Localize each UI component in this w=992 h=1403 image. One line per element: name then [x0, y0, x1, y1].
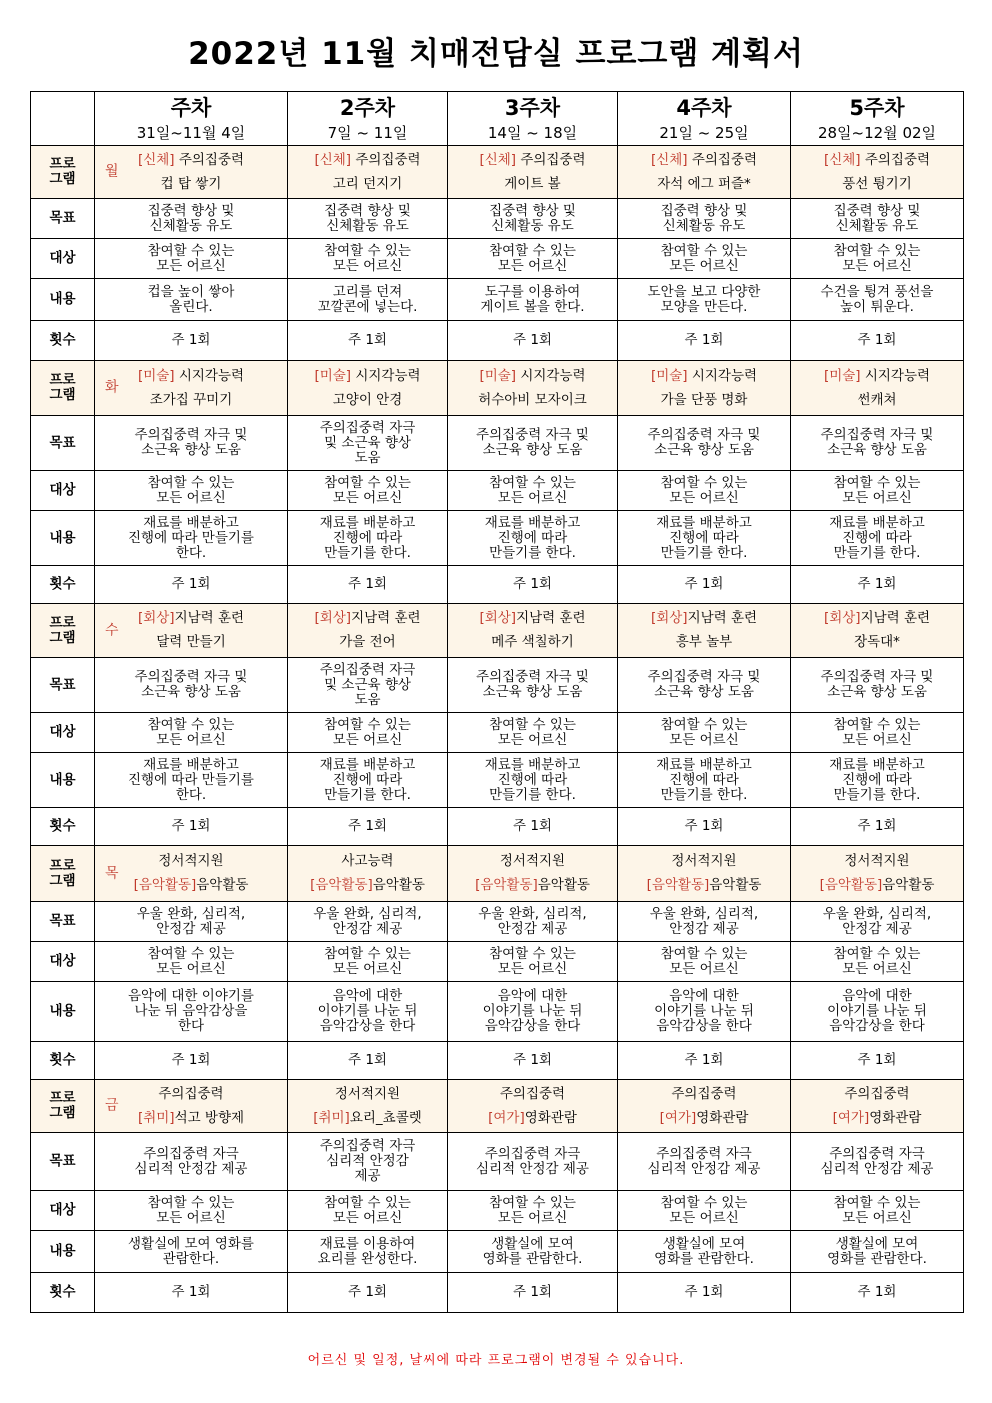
target-cell: 참여할 수 있는 모든 어르신 [288, 471, 448, 511]
week-label: 4주차 [676, 95, 732, 120]
program-cell [791, 1080, 964, 1133]
program-category: [음악활동] [475, 877, 538, 893]
program-cell [448, 361, 618, 416]
content-cell: 생활실에 모여 영화를 관람한다. [618, 1231, 791, 1273]
program-category: [회상] [137, 610, 175, 626]
goal-cell: 주의집중력 자극 심리적 안정감 제공 [448, 1133, 618, 1191]
row-label-content: 내용 [31, 511, 95, 566]
program-cell [288, 604, 448, 658]
program-cell [791, 846, 964, 902]
program-line1: 주의집중력 [351, 151, 421, 168]
program-cell [95, 361, 288, 416]
target-cell: 참여할 수 있는 모든 어르신 [448, 239, 618, 279]
program-category: [취미] [137, 1109, 175, 1126]
row-label-program: 프로 그램 [31, 846, 95, 902]
goal-cell: 주의집중력 자극 및 소근육 향상 도움 [618, 416, 791, 471]
target-cell: 참여할 수 있는 모든 어르신 [288, 942, 448, 982]
content-row [31, 511, 964, 566]
program-plan-table [30, 91, 964, 1313]
content-cell: 음악에 대한 이야기를 나눈 뒤 음악감상을 한다 [791, 982, 964, 1042]
program-line1: 정서적지원 [671, 853, 737, 869]
count-cell: 주 1회 [95, 1042, 288, 1080]
program-line2: 썬캐쳐 [857, 391, 897, 408]
goal-cell: 우울 완화, 심리적, 안정감 제공 [618, 902, 791, 942]
program-line1: 지남력 훈련 [174, 610, 245, 626]
target-row [31, 471, 964, 511]
content-cell: 재료를 배분하고 진행에 따라 만들기를 한다. [618, 753, 791, 808]
target-cell: 참여할 수 있는 모든 어르신 [791, 713, 964, 753]
row-label-target: 대상 [31, 1191, 95, 1231]
program-line1: 정서적지원 [158, 853, 224, 869]
count-cell: 주 1회 [618, 1042, 791, 1080]
week-header-4 [618, 92, 791, 146]
week-label: 주차 [170, 95, 212, 120]
goal-cell: 주의집중력 자극 및 소근육 향상 도움 [95, 658, 288, 713]
goal-row [31, 902, 964, 942]
goal-cell: 우울 완화, 심리적, 안정감 제공 [448, 902, 618, 942]
program-cell [448, 1080, 618, 1133]
content-cell: 재료를 배분하고 진행에 따라 만들기를 한다. [791, 753, 964, 808]
week-header-3 [448, 92, 618, 146]
target-row [31, 239, 964, 279]
row-label-program: 프로 그램 [31, 604, 95, 658]
count-cell: 주 1회 [95, 808, 288, 846]
goal-cell: 집중력 향상 및 신체활동 유도 [448, 199, 618, 239]
program-line2: 영화관람 [524, 1109, 577, 1126]
program-line2: 영화관람 [696, 1109, 749, 1126]
program-line2: 메주 색칠하기 [491, 634, 574, 650]
goal-cell: 우울 완화, 심리적, 안정감 제공 [288, 902, 448, 942]
content-row [31, 279, 964, 321]
program-category: [음악활동] [819, 877, 883, 893]
program-line1: 지남력 훈련 [351, 610, 421, 626]
target-cell: 참여할 수 있는 모든 어르신 [618, 713, 791, 753]
target-cell: 참여할 수 있는 모든 어르신 [95, 239, 288, 279]
count-cell: 주 1회 [288, 808, 448, 846]
program-category: [신체] [479, 151, 517, 168]
goal-cell: 우울 완화, 심리적, 안정감 제공 [791, 902, 964, 942]
goal-cell: 우울 완화, 심리적, 안정감 제공 [95, 902, 288, 942]
program-line1: 주의집중력 [860, 151, 931, 168]
count-cell: 주 1회 [618, 808, 791, 846]
program-category: [회상] [314, 610, 352, 626]
row-label-program: 프로 그램 [31, 361, 95, 416]
program-line1: 시지각능력 [860, 367, 931, 384]
program-line2: 음악활동 [372, 877, 425, 893]
weekday-label: 수 [105, 622, 119, 638]
content-cell: 재료를 배분하고 진행에 따라 만들기를 한다. [448, 753, 618, 808]
program-category: [신체] [650, 151, 688, 168]
program-line1: 시지각능력 [516, 367, 586, 384]
content-cell: 컵을 높이 쌓아 올린다. [95, 279, 288, 321]
content-cell: 재료를 배분하고 진행에 따라 만들기를 한다. [288, 511, 448, 566]
row-label-target: 대상 [31, 942, 95, 982]
program-line1: 주의집중력 [671, 1085, 737, 1102]
program-category: [미술] [479, 367, 517, 384]
target-cell: 참여할 수 있는 모든 어르신 [288, 713, 448, 753]
program-line2: 게이트 볼 [504, 175, 561, 192]
goal-cell: 주의집중력 자극 및 소근육 향상 도움 [95, 416, 288, 471]
count-cell: 주 1회 [95, 321, 288, 361]
target-cell: 참여할 수 있는 모든 어르신 [448, 713, 618, 753]
goal-cell: 주의집중력 자극 및 소근육 향상 도움 [288, 658, 448, 713]
goal-row [31, 199, 964, 239]
program-cell [95, 1080, 288, 1133]
row-label-count: 횟수 [31, 321, 95, 361]
program-cell [288, 146, 448, 199]
goal-row [31, 658, 964, 713]
target-cell: 참여할 수 있는 모든 어르신 [791, 471, 964, 511]
target-row [31, 942, 964, 982]
count-cell: 주 1회 [448, 566, 618, 604]
program-category: [음악활동] [133, 877, 197, 893]
target-cell: 참여할 수 있는 모든 어르신 [791, 239, 964, 279]
program-category: [회상] [823, 610, 861, 626]
program-category: [신체] [137, 151, 175, 168]
target-cell: 참여할 수 있는 모든 어르신 [618, 239, 791, 279]
program-row [31, 361, 964, 416]
goal-cell: 주의집중력 자극 및 소근육 향상 도움 [448, 416, 618, 471]
count-cell: 주 1회 [791, 1273, 964, 1313]
program-category: [음악활동] [646, 877, 710, 893]
content-row [31, 753, 964, 808]
program-line1: 시지각능력 [351, 367, 421, 384]
program-category: [여가] [659, 1109, 697, 1126]
target-cell: 참여할 수 있는 모든 어르신 [95, 471, 288, 511]
program-row [31, 1080, 964, 1133]
count-cell: 주 1회 [791, 566, 964, 604]
count-cell: 주 1회 [791, 808, 964, 846]
program-cell [618, 846, 791, 902]
count-cell: 주 1회 [95, 1273, 288, 1313]
program-line1: 정서적지원 [499, 853, 566, 869]
program-cell [288, 846, 448, 902]
row-label-target: 대상 [31, 471, 95, 511]
program-cell [288, 361, 448, 416]
program-line2: 장독대* [854, 634, 900, 650]
goal-row [31, 416, 964, 471]
program-line2: 풍선 튕기기 [842, 175, 912, 192]
content-cell: 재료를 배분하고 진행에 따라 만들기를 한다. [95, 511, 288, 566]
program-line2: 고리 던지기 [332, 175, 403, 192]
count-cell: 주 1회 [448, 321, 618, 361]
week-label: 3주차 [504, 95, 561, 120]
count-cell: 주 1회 [448, 1042, 618, 1080]
program-cell [95, 146, 288, 199]
program-row [31, 146, 964, 199]
target-cell: 참여할 수 있는 모든 어르신 [448, 1191, 618, 1231]
row-label-goal: 목표 [31, 658, 95, 713]
content-cell: 재료를 배분하고 진행에 따라 만들기를 한다. [618, 511, 791, 566]
target-cell: 참여할 수 있는 모든 어르신 [288, 1191, 448, 1231]
content-cell: 생활실에 모여 영화를 관람한다. [95, 1231, 288, 1273]
program-line2: 자석 에그 퍼즐* [657, 175, 751, 192]
program-line1: 주의집중력 [174, 151, 245, 168]
row-label-goal: 목표 [31, 416, 95, 471]
program-cell [618, 604, 791, 658]
weekday-label: 월 [105, 163, 119, 180]
target-cell: 참여할 수 있는 모든 어르신 [95, 1191, 288, 1231]
program-row [31, 604, 964, 658]
week-label: 5주차 [849, 95, 905, 120]
target-cell: 참여할 수 있는 모든 어르신 [95, 713, 288, 753]
count-cell: 주 1회 [95, 566, 288, 604]
count-cell: 주 1회 [288, 321, 448, 361]
target-row [31, 713, 964, 753]
weekday-label: 금 [105, 1097, 119, 1114]
week-dates: 28일~12월 02일 [817, 123, 937, 142]
program-cell [791, 604, 964, 658]
content-cell: 도구를 이용하여 게이트 볼을 한다. [448, 279, 618, 321]
target-cell: 참여할 수 있는 모든 어르신 [618, 471, 791, 511]
target-row [31, 1191, 964, 1231]
content-cell: 음악에 대한 이야기를 나눈 뒤 음악감상을 한다 [618, 982, 791, 1042]
goal-cell: 주의집중력 자극 및 소근육 향상 도움 [288, 416, 448, 471]
week-label: 2주차 [339, 95, 396, 120]
program-line1: 지남력 훈련 [687, 610, 758, 626]
program-category: [미술] [823, 367, 861, 384]
program-line2: 조가집 꾸미기 [149, 391, 233, 408]
program-cell [95, 846, 288, 902]
target-cell: 참여할 수 있는 모든 어르신 [618, 1191, 791, 1231]
program-line2: 음악활동 [709, 877, 762, 893]
program-cell [448, 846, 618, 902]
content-cell: 음악에 대한 이야기를 나눈 뒤 음악감상을 한다 [288, 982, 448, 1042]
content-cell: 재료를 이용하여 요리를 완성한다. [288, 1231, 448, 1273]
program-line2: 흥부 놀부 [675, 634, 733, 650]
program-line1: 정서적지원 [844, 853, 910, 869]
count-row [31, 321, 964, 361]
row-label-goal: 목표 [31, 199, 95, 239]
row-label-program: 프로 그램 [31, 1080, 95, 1133]
content-cell: 고리를 던져 꼬깔콘에 넣는다. [288, 279, 448, 321]
row-label-program: 프로 그램 [31, 146, 95, 199]
program-row [31, 846, 964, 902]
row-label-goal: 목표 [31, 1133, 95, 1191]
target-cell: 참여할 수 있는 모든 어르신 [95, 942, 288, 982]
target-cell: 참여할 수 있는 모든 어르신 [791, 1191, 964, 1231]
goal-cell: 주의집중력 자극 및 소근육 향상 도움 [448, 658, 618, 713]
program-cell [448, 604, 618, 658]
goal-cell: 주의집중력 자극 심리적 안정감 제공 [791, 1133, 964, 1191]
program-line1: 시지각능력 [174, 367, 245, 384]
week-dates: 14일 ~ 18일 [487, 123, 578, 142]
content-cell: 재료를 배분하고 진행에 따라 만들기를 한다. [791, 511, 964, 566]
week-dates: 21일 ~ 25일 [659, 123, 749, 142]
program-line1: 주의집중력 [687, 151, 758, 168]
program-category: [회상] [479, 610, 517, 626]
row-label-count: 횟수 [31, 1042, 95, 1080]
program-line1: 사고능력 [341, 853, 394, 869]
program-line1: 지남력 훈련 [860, 610, 931, 626]
content-cell: 도안을 보고 다양한 모양을 만든다. [618, 279, 791, 321]
row-label-target: 대상 [31, 239, 95, 279]
row-label-count: 횟수 [31, 1273, 95, 1313]
target-cell: 참여할 수 있는 모든 어르신 [791, 942, 964, 982]
row-label-content: 내용 [31, 982, 95, 1042]
count-row [31, 1273, 964, 1313]
program-category: [미술] [650, 367, 688, 384]
program-line2: 석고 방향제 [174, 1109, 245, 1126]
content-cell: 생활실에 모여 영화를 관람한다. [448, 1231, 618, 1273]
program-line2: 컵 탑 쌓기 [160, 175, 222, 192]
program-line1: 주의집중력 [516, 151, 586, 168]
count-cell: 주 1회 [618, 1273, 791, 1313]
count-row [31, 566, 964, 604]
content-cell: 수건을 튕겨 풍선을 높이 튀운다. [791, 279, 964, 321]
change-notice: 어르신 및 일정, 날씨에 따라 프로그램이 변경될 수 있습니다. [307, 1353, 685, 1368]
program-line1: 시지각능력 [687, 367, 758, 384]
program-line1: 주의집중력 [499, 1085, 566, 1102]
program-line2: 가을 단풍 명화 [660, 391, 748, 408]
program-category: [신체] [314, 151, 352, 168]
target-cell: 참여할 수 있는 모든 어르신 [448, 942, 618, 982]
week-header-2 [288, 92, 448, 146]
week-header-5 [791, 92, 964, 146]
program-category: [음악활동] [310, 877, 373, 893]
program-line2: 달력 만들기 [156, 634, 226, 650]
count-cell: 주 1회 [448, 808, 618, 846]
program-category: [회상] [650, 610, 688, 626]
program-category: [신체] [823, 151, 861, 168]
goal-cell: 주의집중력 자극 및 소근육 향상 도움 [618, 658, 791, 713]
content-cell: 재료를 배분하고 진행에 따라 만들기를 한다. [448, 511, 618, 566]
week-dates: 7일 ~ 11일 [327, 123, 408, 142]
goal-cell: 집중력 향상 및 신체활동 유도 [95, 199, 288, 239]
goal-cell: 주의집중력 자극 및 소근육 향상 도움 [791, 416, 964, 471]
row-label-goal: 목표 [31, 902, 95, 942]
goal-cell: 집중력 향상 및 신체활동 유도 [791, 199, 964, 239]
goal-cell: 주의집중력 자극 심리적 안정감 제공 [288, 1133, 448, 1191]
program-cell [288, 1080, 448, 1133]
goal-row [31, 1133, 964, 1191]
program-category: [미술] [314, 367, 352, 384]
content-row [31, 982, 964, 1042]
program-category: [여가] [832, 1109, 870, 1126]
row-label-target: 대상 [31, 713, 95, 753]
program-cell [791, 361, 964, 416]
program-cell [618, 146, 791, 199]
program-cell [448, 146, 618, 199]
corner-cell [31, 92, 95, 146]
program-category: [여가] [488, 1109, 525, 1126]
row-label-content: 내용 [31, 753, 95, 808]
program-line2: 영화관람 [869, 1109, 922, 1126]
count-row [31, 1042, 964, 1080]
count-cell: 주 1회 [618, 566, 791, 604]
count-cell: 주 1회 [791, 1042, 964, 1080]
row-label-count: 횟수 [31, 808, 95, 846]
program-line1: 정서적지원 [334, 1085, 401, 1102]
content-cell: 생활실에 모여 영화를 관람한다. [791, 1231, 964, 1273]
content-cell: 재료를 배분하고 진행에 따라 만들기를 한다. [95, 753, 288, 808]
row-label-content: 내용 [31, 1231, 95, 1273]
goal-cell: 주의집중력 자극 및 소근육 향상 도움 [791, 658, 964, 713]
goal-cell: 주의집중력 자극 심리적 안정감 제공 [618, 1133, 791, 1191]
program-category: [미술] [137, 367, 175, 384]
program-category: [취미] [313, 1109, 350, 1126]
program-line2: 음악활동 [537, 877, 590, 893]
program-cell [618, 361, 791, 416]
target-cell: 참여할 수 있는 모든 어르신 [448, 471, 618, 511]
program-line2: 음악활동 [196, 877, 249, 893]
weekday-label: 목 [105, 865, 119, 881]
content-cell: 재료를 배분하고 진행에 따라 만들기를 한다. [288, 753, 448, 808]
program-cell [791, 146, 964, 199]
count-cell: 주 1회 [618, 321, 791, 361]
week-header-row [31, 92, 964, 146]
program-line1: 주의집중력 [158, 1085, 224, 1102]
count-row [31, 808, 964, 846]
program-line2: 고양이 안경 [332, 391, 403, 408]
target-cell: 참여할 수 있는 모든 어르신 [288, 239, 448, 279]
target-cell: 참여할 수 있는 모든 어르신 [618, 942, 791, 982]
weekday-label: 화 [105, 379, 119, 396]
program-line2: 허수아비 모자이크 [478, 391, 587, 408]
week-dates: 31일~11월 4일 [136, 123, 246, 142]
program-cell [95, 604, 288, 658]
content-cell: 음악에 대한 이야기를 나눈 뒤 음악감상을 한다 [95, 982, 288, 1042]
week-header-1 [95, 92, 288, 146]
program-line2: 가을 전어 [339, 634, 396, 650]
count-cell: 주 1회 [448, 1273, 618, 1313]
program-line2: 요리_쵸콜렛 [349, 1109, 422, 1126]
program-line1: 지남력 훈련 [516, 610, 586, 626]
row-label-count: 횟수 [31, 566, 95, 604]
program-line2: 음악활동 [882, 877, 935, 893]
goal-cell: 집중력 향상 및 신체활동 유도 [618, 199, 791, 239]
count-cell: 주 1회 [288, 1042, 448, 1080]
count-cell: 주 1회 [288, 566, 448, 604]
count-cell: 주 1회 [288, 1273, 448, 1313]
page-title: 2022년 11월 치매전담실 프로그램 계획서 [188, 36, 804, 72]
content-row [31, 1231, 964, 1273]
goal-cell: 집중력 향상 및 신체활동 유도 [288, 199, 448, 239]
content-cell: 음악에 대한 이야기를 나눈 뒤 음악감상을 한다 [448, 982, 618, 1042]
row-label-content: 내용 [31, 279, 95, 321]
program-cell [618, 1080, 791, 1133]
program-line1: 주의집중력 [844, 1085, 910, 1102]
goal-cell: 주의집중력 자극 심리적 안정감 제공 [95, 1133, 288, 1191]
count-cell: 주 1회 [791, 321, 964, 361]
